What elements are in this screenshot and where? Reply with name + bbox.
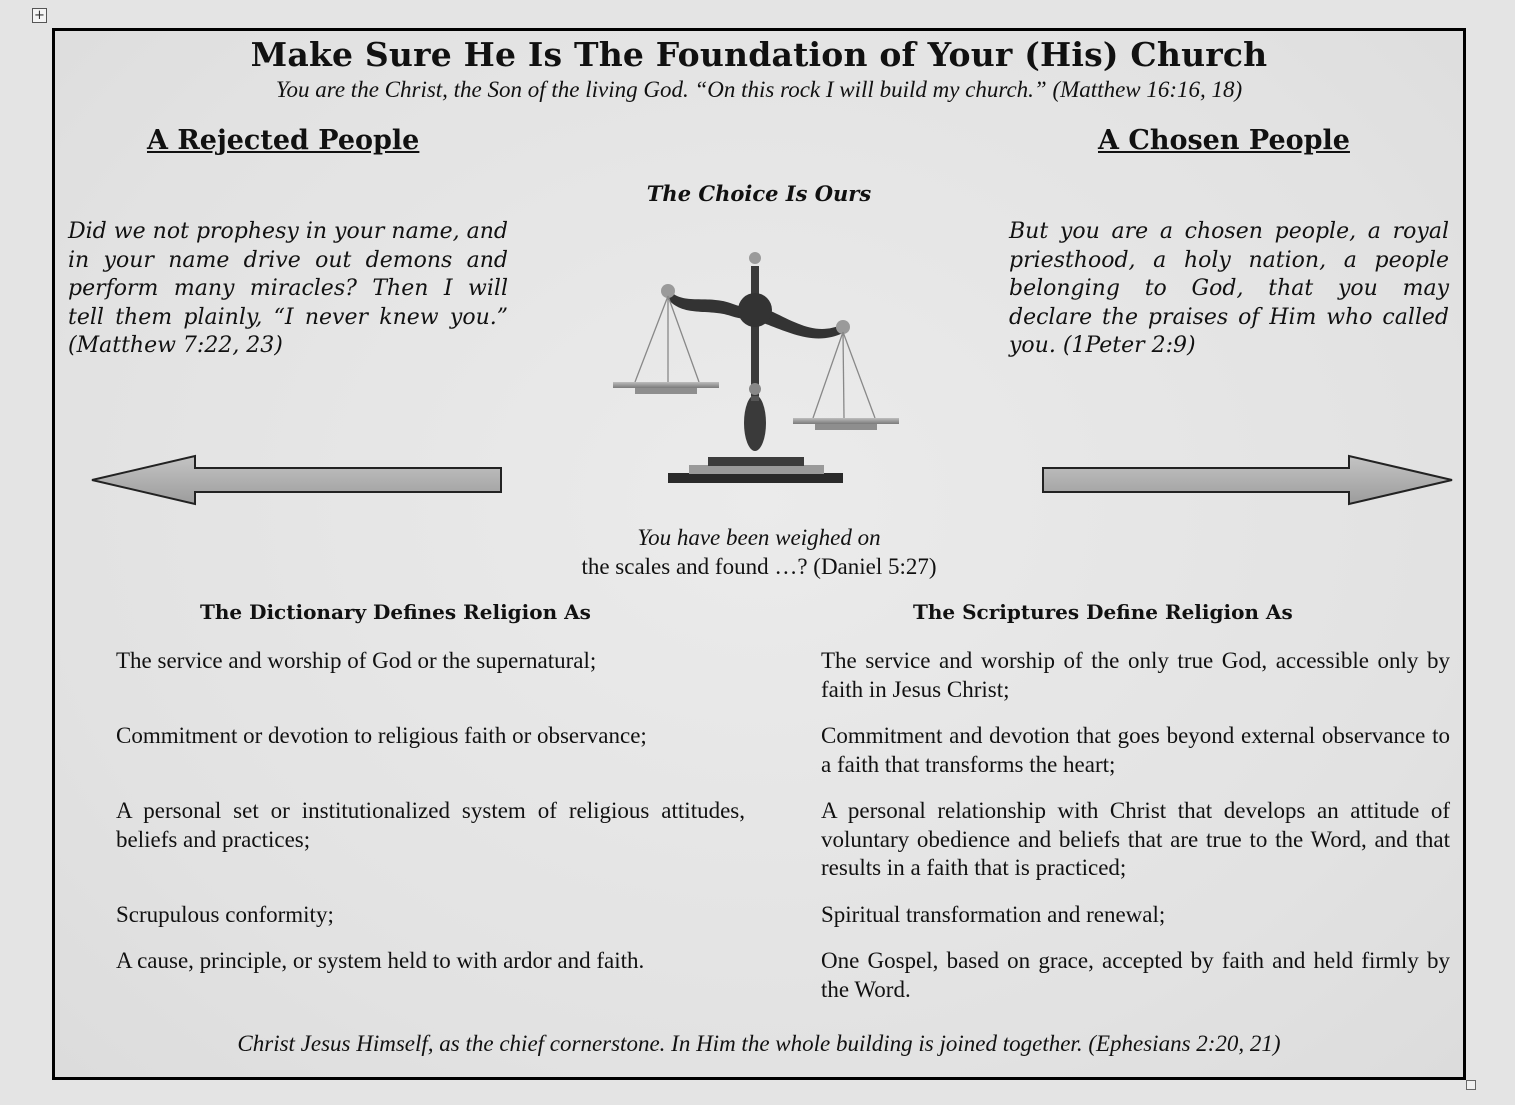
footer-verse: Christ Jesus Himself, as the chief cornerstone. In Him the whole building is joined together. (Ephesians 2:20, 21) — [237, 1031, 1281, 1056]
dictionary-item: A personal set or institutionalized system of religious attitudes, beliefs and practices; — [116, 798, 745, 852]
table-resize-handle-icon[interactable] — [1466, 1080, 1476, 1090]
dictionary-item: A cause, principle, or system held to with ardor and faith. — [116, 948, 645, 973]
scriptures-item: Spiritual transformation and renewal; — [821, 902, 1166, 927]
left-heading: A Rejected People — [147, 125, 420, 156]
weighed-line-2: the scales and found …? (Daniel 5:27) — [581, 554, 937, 579]
dictionary-item: Scrupulous conformity; — [116, 902, 334, 927]
scriptures-item: A personal relationship with Christ that develops an attitude of voluntary obedience and beliefs that are true to the Word, and that results in a faith that is practiced; — [821, 798, 1450, 880]
choice-caption: The Choice Is Ours — [646, 181, 872, 206]
dictionary-item: The service and worship of God or the supernatural; — [116, 648, 597, 673]
dictionary-heading: The Dictionary Defines Religion As — [200, 600, 591, 624]
scriptures-item: Commitment and devotion that goes beyond external observance to a faith that transforms the heart; — [821, 723, 1450, 777]
page-subtitle: You are the Christ, the Son of the living God. “On this rock I will build my church.” (Matthew 16:16, 18) — [275, 77, 1243, 102]
scriptures-item: The service and worship of the only true God, accessible only by faith in Jesus Christ; — [821, 648, 1450, 702]
page-title: Make Sure He Is The Foundation of Your (His) Church — [250, 35, 1268, 74]
scriptures-item: One Gospel, based on grace, accepted by faith and held firmly by the Word. — [821, 948, 1450, 1002]
document-frame — [52, 28, 1466, 1080]
right-verse: But you are a chosen people, a royal priesthood, a holy nation, a people belonging to God, that you may declare the praises of Him who called you. (1Peter 2:9) — [1009, 219, 1449, 358]
left-verse: Did we not prophesy in your name, and in your name drive out demons and perform many miracles? Then I will tell them plainly, “I never knew you.” (Matthew 7:22, 23) — [68, 219, 508, 358]
right-heading: A Chosen People — [1098, 125, 1350, 156]
left-arrow-icon — [89, 453, 505, 509]
table-move-handle-icon[interactable]: + — [32, 8, 47, 23]
weighed-caption — [55, 523, 1463, 581]
weighed-line-1: You have been weighed on — [637, 525, 881, 550]
scriptures-heading: The Scriptures Define Religion As — [913, 600, 1293, 624]
balance-scales-icon — [613, 246, 913, 486]
right-arrow-icon — [1039, 453, 1455, 509]
dictionary-item: Commitment or devotion to religious faith or observance; — [116, 723, 647, 748]
